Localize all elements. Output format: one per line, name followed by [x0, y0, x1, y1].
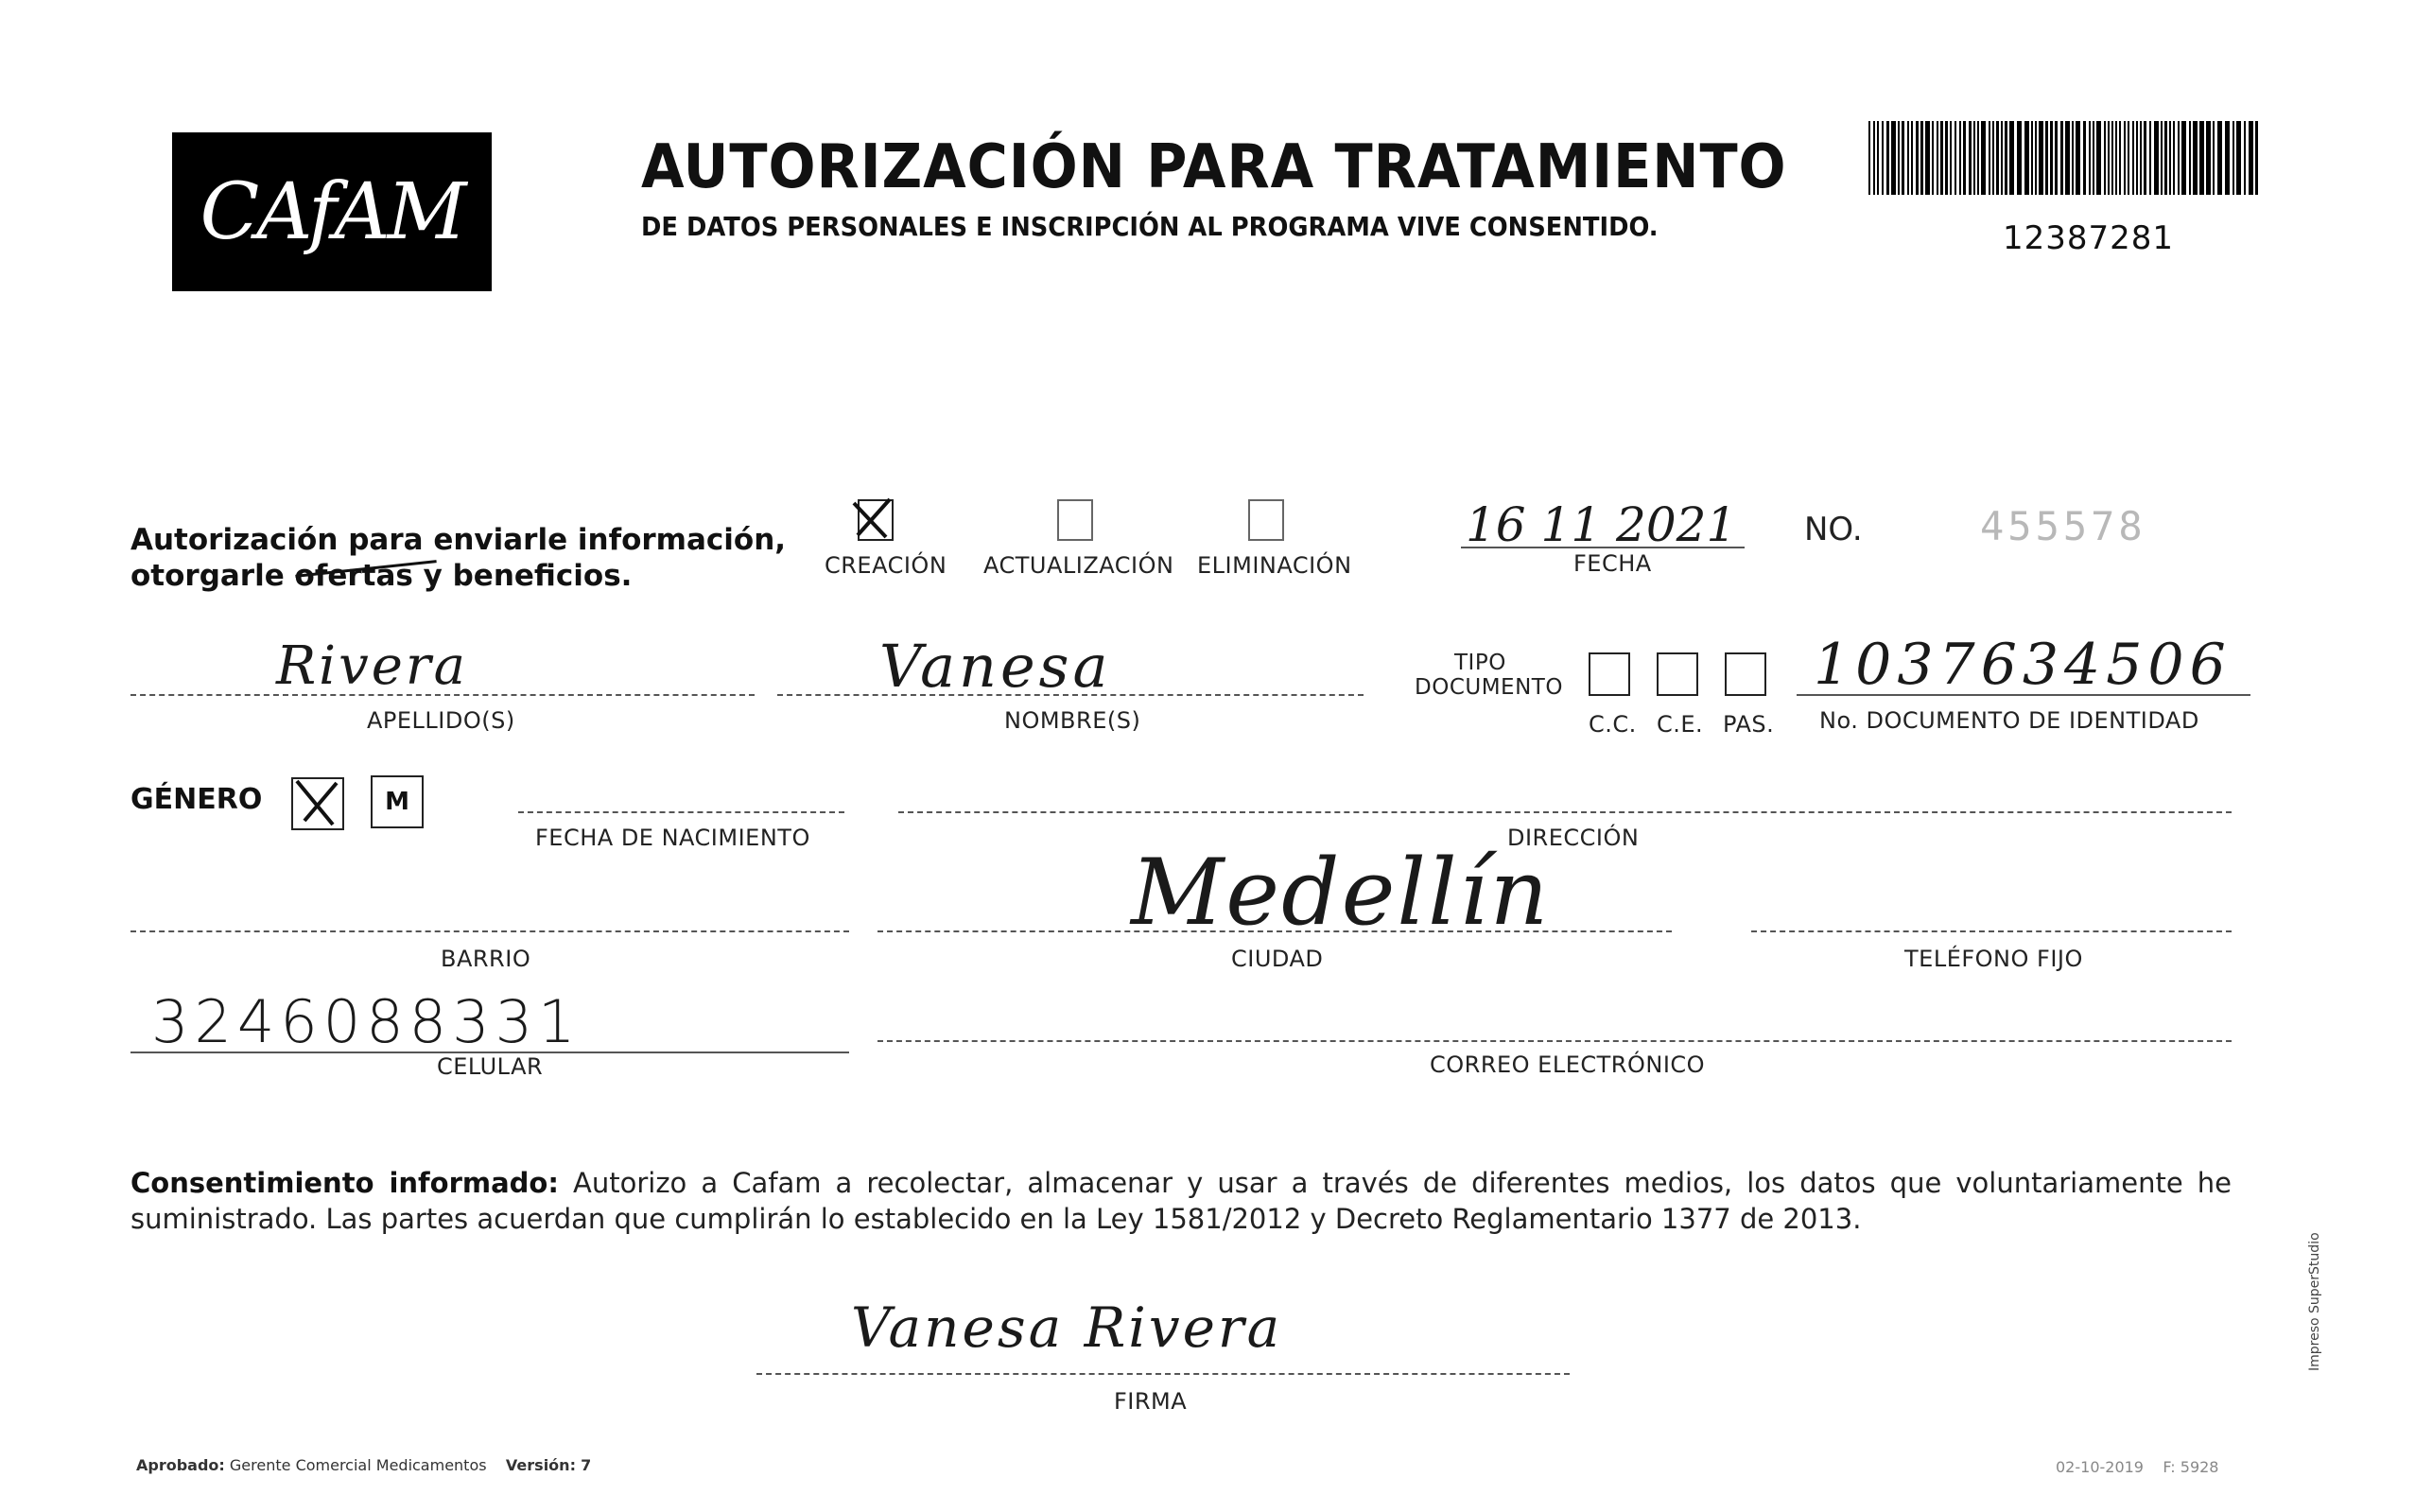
- genero-label: GÉNERO: [130, 783, 263, 816]
- aprobado-value: Gerente Comercial Medicamentos: [229, 1456, 487, 1474]
- barcode-bar: [2045, 121, 2048, 195]
- fecha-nacimiento-line: [518, 811, 844, 813]
- pas-label: PAS.: [1723, 711, 1775, 738]
- eliminacion-checkbox[interactable]: [1248, 499, 1284, 541]
- barcode-bar: [1877, 121, 1879, 195]
- logo-text: CAfAM: [200, 166, 464, 257]
- barcode-bar: [2072, 121, 2074, 195]
- ciudad-label: CIUDAD: [1231, 946, 1324, 972]
- documento-label: No. DOCUMENTO DE IDENTIDAD: [1819, 707, 2199, 734]
- authorization-text: [130, 522, 786, 594]
- barcode-bar: [1932, 121, 1934, 195]
- barcode-bar: [1940, 121, 1943, 195]
- signature-line: [756, 1373, 1570, 1375]
- genero-m-letter: M: [385, 788, 409, 816]
- barcode-bar: [2055, 121, 2058, 195]
- form-subtitle: DE DATOS PERSONALES E INSCRIPCIÓN AL PROGRAMA VIVE CONSENTIDO.: [641, 211, 1659, 242]
- check-mark-icon: [848, 494, 895, 541]
- barcode-bar: [1891, 121, 1896, 195]
- barcode-bar: [1911, 121, 1913, 195]
- aprobado-label: Aprobado:: [136, 1456, 225, 1474]
- barcode-bar: [2009, 121, 2014, 195]
- barcode-bar: [2178, 121, 2180, 195]
- barcode-bar: [2096, 121, 2101, 195]
- barcode-bar: [2233, 121, 2234, 195]
- barcode-bar: [2031, 121, 2033, 195]
- signature-label: FIRMA: [1114, 1388, 1188, 1415]
- barcode-bar: [1882, 121, 1884, 195]
- eliminacion-label: ELIMINACIÓN: [1197, 552, 1352, 579]
- barcode-bar: [1981, 121, 1986, 195]
- barcode-bar: [2108, 121, 2110, 195]
- barcode-bar: [2065, 121, 2070, 195]
- barcode-bar: [2001, 121, 2003, 195]
- pas-checkbox[interactable]: [1725, 652, 1766, 696]
- barcode-bar: [2119, 121, 2121, 195]
- fecha-label: FECHA: [1573, 550, 1652, 577]
- barcode-bar: [2213, 121, 2215, 195]
- tipo-label-line2: DOCUMENTO: [1415, 675, 1563, 700]
- barcode-bar: [1969, 121, 1972, 195]
- actualizacion-label: ACTUALIZACIÓN: [983, 552, 1174, 579]
- barcode-bar: [2199, 121, 2204, 195]
- version-value: 7: [581, 1456, 592, 1474]
- barcode-bar: [2236, 121, 2241, 195]
- no-label: NO.: [1804, 511, 1863, 548]
- tipo-label-line1: TIPO: [1454, 651, 1506, 675]
- celular-label: CELULAR: [437, 1053, 544, 1080]
- barrio-label: BARRIO: [441, 946, 531, 972]
- barcode-bar: [2128, 121, 2129, 195]
- barcode-bar: [2169, 121, 2171, 195]
- footer-approval: [136, 1456, 591, 1474]
- barcode-bar: [2206, 121, 2211, 195]
- barcode-bar: [2181, 121, 2186, 195]
- barcode-bar: [2136, 121, 2138, 195]
- direccion-label: DIRECCIÓN: [1507, 825, 1640, 851]
- genero-m-checkbox[interactable]: [371, 775, 424, 828]
- barcode-bar: [2124, 121, 2126, 195]
- footer-codes: [2056, 1458, 2218, 1476]
- consent-text: Autorizo a Cafam a recolectar, almacenar y usar a través de diferentes medios, los datos que voluntariamente he suministrado. Las partes acuerdan que cumplirán lo establecido en la Ley 1581/2012 y Decreto Reglamentario 1377 de 2013.: [130, 1167, 2232, 1235]
- barcode-bar: [1977, 121, 1979, 195]
- no-value: 455578: [1980, 503, 2146, 549]
- barcode-bar: [1886, 121, 1889, 195]
- barrio-line: [130, 930, 849, 932]
- nombres-line: [777, 694, 1364, 696]
- barcode-bar: [2173, 121, 2175, 195]
- barcode-bar: [2193, 121, 2198, 195]
- barcode-bar: [2005, 121, 2007, 195]
- check-mark-icon: [289, 773, 346, 830]
- barcode-bar: [1902, 121, 1904, 195]
- barcode: [1868, 121, 2258, 195]
- cc-checkbox[interactable]: [1589, 652, 1630, 696]
- barcode-bar: [2225, 121, 2230, 195]
- barcode-bar: [1937, 121, 1938, 195]
- version-label: Versión:: [505, 1456, 576, 1474]
- apellidos-value[interactable]: Rivera: [276, 635, 469, 697]
- consent-paragraph: [130, 1165, 2232, 1237]
- creacion-label: CREACIÓN: [825, 552, 947, 579]
- ciudad-value[interactable]: Medellín: [1131, 840, 1551, 946]
- barcode-bar: [2115, 121, 2117, 195]
- barcode-bar: [1996, 121, 1999, 195]
- barcode-bar: [2132, 121, 2134, 195]
- barcode-bar: [2154, 121, 2159, 195]
- apellidos-line: [130, 694, 755, 696]
- form-code: F: 5928: [2163, 1458, 2219, 1476]
- barcode-bar: [1945, 121, 1948, 195]
- barcode-bar: [1925, 121, 1930, 195]
- barcode-bar: [2111, 121, 2113, 195]
- ce-label: C.E.: [1657, 711, 1704, 738]
- telefono-label: TELÉFONO FIJO: [1904, 946, 2083, 972]
- barcode-bar: [2104, 121, 2106, 195]
- cc-label: C.C.: [1589, 711, 1637, 738]
- nombres-label: NOMBRE(S): [1004, 707, 1141, 734]
- authorization-line-1: Autorización para enviarle información,: [130, 523, 787, 557]
- fecha-value[interactable]: 16 11 2021: [1466, 497, 1737, 552]
- barcode-bar: [1973, 121, 1975, 195]
- barcode-bar: [1989, 121, 1990, 195]
- barcode-number: 12387281: [2003, 219, 2175, 257]
- correo-line: [877, 1040, 2232, 1042]
- barcode-bar: [2255, 121, 2258, 195]
- barcode-bar: [2189, 121, 2191, 195]
- barcode-bar: [2060, 121, 2063, 195]
- barcode-bar: [1920, 121, 1923, 195]
- barcode-bar: [2089, 121, 2091, 195]
- barcode-bar: [1959, 121, 1961, 195]
- barcode-bar: [1916, 121, 1919, 195]
- barcode-bar: [2093, 121, 2094, 195]
- form-title: AUTORIZACIÓN PARA TRATAMIENTO: [641, 132, 1787, 202]
- correo-label: CORREO ELECTRÓNICO: [1430, 1051, 1706, 1078]
- barcode-bar: [1963, 121, 1966, 195]
- authorization-line-2: otorgarle ofertas y beneficios.: [130, 559, 633, 593]
- ce-checkbox[interactable]: [1657, 652, 1698, 696]
- barcode-bar: [2149, 121, 2151, 195]
- barcode-bar: [2083, 121, 2086, 195]
- barcode-bar: [2039, 121, 2043, 195]
- barcode-bar: [1992, 121, 1994, 195]
- direccion-line: [898, 811, 2232, 813]
- barcode-bar: [2017, 121, 2022, 195]
- telefono-line: [1751, 930, 2232, 932]
- barcode-bar: [2217, 121, 2222, 195]
- barcode-bar: [2244, 121, 2246, 195]
- barcode-bar: [2050, 121, 2053, 195]
- nombres-value[interactable]: Vanesa: [879, 632, 1112, 701]
- barcode-bar: [2140, 121, 2142, 195]
- actualizacion-checkbox[interactable]: [1057, 499, 1093, 541]
- celular-value[interactable]: 3246088331: [151, 987, 582, 1056]
- barcode-bar: [2024, 121, 2029, 195]
- genero-f-checkbox[interactable]: [291, 777, 344, 830]
- cafam-logo: [172, 132, 492, 291]
- date-code: 02-10-2019: [2056, 1458, 2144, 1476]
- apellidos-label: APELLIDO(S): [367, 707, 515, 734]
- documento-value[interactable]: 1037634506: [1814, 632, 2232, 698]
- barcode-bar: [2035, 121, 2037, 195]
- consent-heading: Consentimiento informado:: [130, 1167, 559, 1199]
- fecha-nacimiento-label: FECHA DE NACIMIENTO: [535, 825, 810, 851]
- barcode-bar: [2249, 121, 2253, 195]
- signature-value[interactable]: Vanesa Rivera: [851, 1295, 1283, 1360]
- fecha-line: [1461, 547, 1745, 548]
- ciudad-line: [877, 930, 1672, 932]
- barcode-bar: [1955, 121, 1956, 195]
- barcode-bar: [2076, 121, 2080, 195]
- barcode-bar: [2144, 121, 2146, 195]
- barcode-bar: [1907, 121, 1909, 195]
- documento-line: [1797, 694, 2250, 696]
- barcode-bar: [1868, 121, 1870, 195]
- barcode-bar: [1950, 121, 1952, 195]
- side-print-text: Impreso SuperStudio: [2307, 1232, 2322, 1371]
- barcode-bar: [2164, 121, 2167, 195]
- creacion-checkbox[interactable]: [858, 499, 894, 541]
- barcode-bar: [1873, 121, 1875, 195]
- barcode-bar: [2161, 121, 2163, 195]
- barcode-bar: [1898, 121, 1900, 195]
